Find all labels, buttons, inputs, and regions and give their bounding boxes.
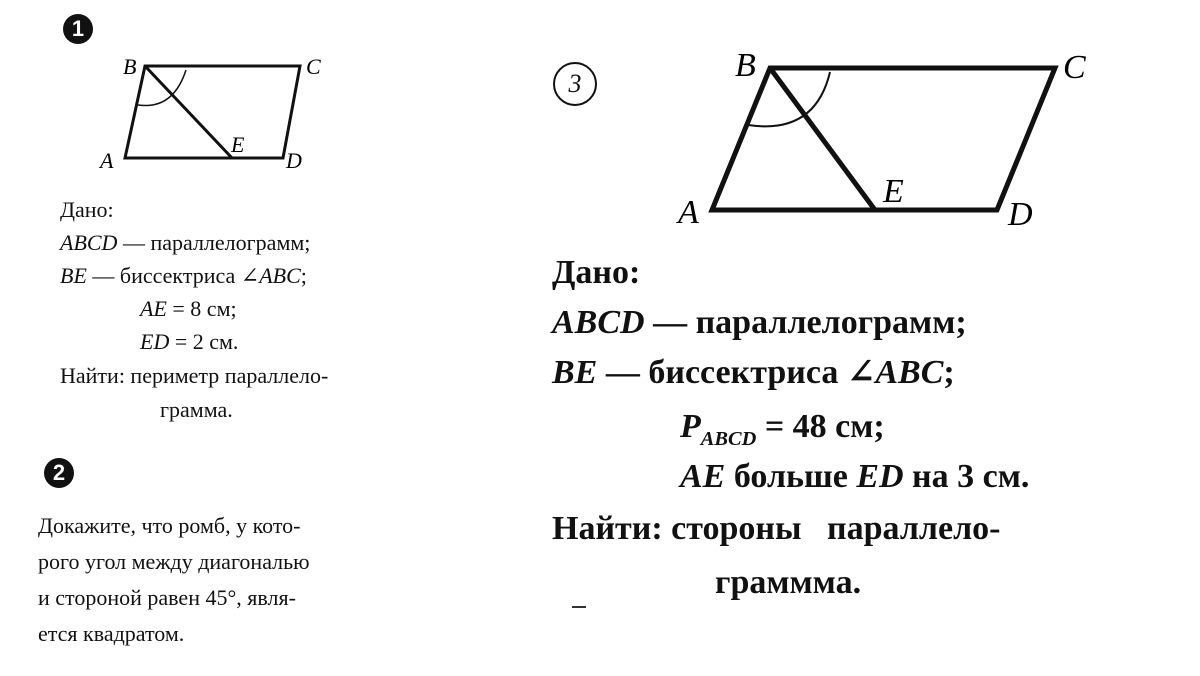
given-label: Дано: bbox=[60, 197, 114, 222]
parallelogram-abcd-shape bbox=[125, 66, 300, 158]
given-text: — биссектриса ∠ bbox=[597, 354, 876, 391]
point-e-label: E bbox=[883, 173, 904, 210]
point-e-label: E bbox=[231, 132, 245, 157]
problem-2-number-badge bbox=[44, 458, 74, 488]
find-text: Найти: стороны параллело- bbox=[552, 510, 1001, 547]
given-label: Дано: bbox=[552, 254, 641, 291]
given-line-4 bbox=[140, 326, 238, 358]
find-line-1 bbox=[552, 504, 1000, 554]
point-d-label: D bbox=[286, 148, 302, 173]
point-d-label: D bbox=[1008, 196, 1033, 233]
perimeter-subscript: ABCD bbox=[700, 427, 757, 450]
given-line-2 bbox=[60, 260, 307, 292]
given-symbol: ED bbox=[856, 458, 904, 495]
given-line-1 bbox=[552, 298, 967, 348]
given-text: — параллелограмм; bbox=[117, 230, 311, 255]
given-text: на 3 см. bbox=[903, 458, 1030, 495]
given-text: = 8 см; bbox=[166, 296, 237, 321]
problem-1-number: 1 bbox=[71, 16, 85, 41]
point-b-label: B bbox=[123, 54, 137, 79]
given-text: = 2 см. bbox=[169, 329, 239, 354]
point-c-label: C bbox=[1063, 49, 1086, 86]
problem-3-number: 3 bbox=[568, 69, 582, 98]
find-line-1: Найти: периметр параллело- bbox=[60, 363, 329, 388]
given-symbol: ED bbox=[140, 329, 170, 354]
given-symbol: AE bbox=[680, 458, 726, 495]
given-line-2 bbox=[552, 348, 955, 398]
given-line-3 bbox=[140, 293, 237, 325]
given-symbol: BE bbox=[552, 354, 598, 391]
given-symbol: ABC bbox=[875, 354, 944, 391]
given-text: ; bbox=[300, 263, 307, 288]
given-text: — биссектриса ∠ bbox=[86, 263, 260, 288]
given-symbol: AE bbox=[140, 296, 167, 321]
point-c-label: C bbox=[306, 54, 321, 79]
given-symbol: ABCD bbox=[552, 304, 645, 341]
given-symbol: BE bbox=[60, 263, 87, 288]
given-symbol: ABC bbox=[259, 263, 301, 288]
given-symbol: ABCD bbox=[60, 230, 118, 255]
problem-2-line-4: ется квадратом. bbox=[38, 621, 185, 646]
stray-mark bbox=[572, 606, 586, 608]
problem-1-number-badge bbox=[63, 14, 93, 44]
bisector-be-line bbox=[145, 66, 232, 158]
given-symbol: P bbox=[680, 408, 701, 445]
problem-2-number: 2 bbox=[52, 460, 66, 485]
find-line-2: грамма. bbox=[160, 397, 233, 422]
point-a-label: A bbox=[100, 148, 114, 173]
problem-2-line-1: Докажите, что ромб, у кото- bbox=[38, 513, 301, 538]
given-text: ; bbox=[943, 354, 955, 391]
given-text: = 48 см; bbox=[756, 408, 885, 445]
point-a-label: A bbox=[678, 194, 699, 231]
angle-b-arc bbox=[748, 72, 830, 126]
given-text: — параллелограмм; bbox=[644, 304, 967, 341]
bisector-be-line bbox=[770, 68, 875, 210]
given-line-4 bbox=[680, 452, 1029, 502]
point-b-label: B bbox=[735, 47, 756, 84]
given-text: больше bbox=[725, 458, 857, 495]
find-line-2: граммма. bbox=[715, 564, 862, 601]
problem-3-parallelogram-diagram bbox=[670, 40, 1110, 240]
problem-3-number-badge bbox=[553, 62, 597, 106]
problem-2-line-3: и стороной равен 45°, явля- bbox=[38, 585, 296, 610]
given-line-1 bbox=[60, 227, 310, 259]
problem-1-parallelogram-diagram bbox=[95, 48, 335, 178]
problem-2-line-2: рого угол между диагональю bbox=[38, 549, 310, 574]
